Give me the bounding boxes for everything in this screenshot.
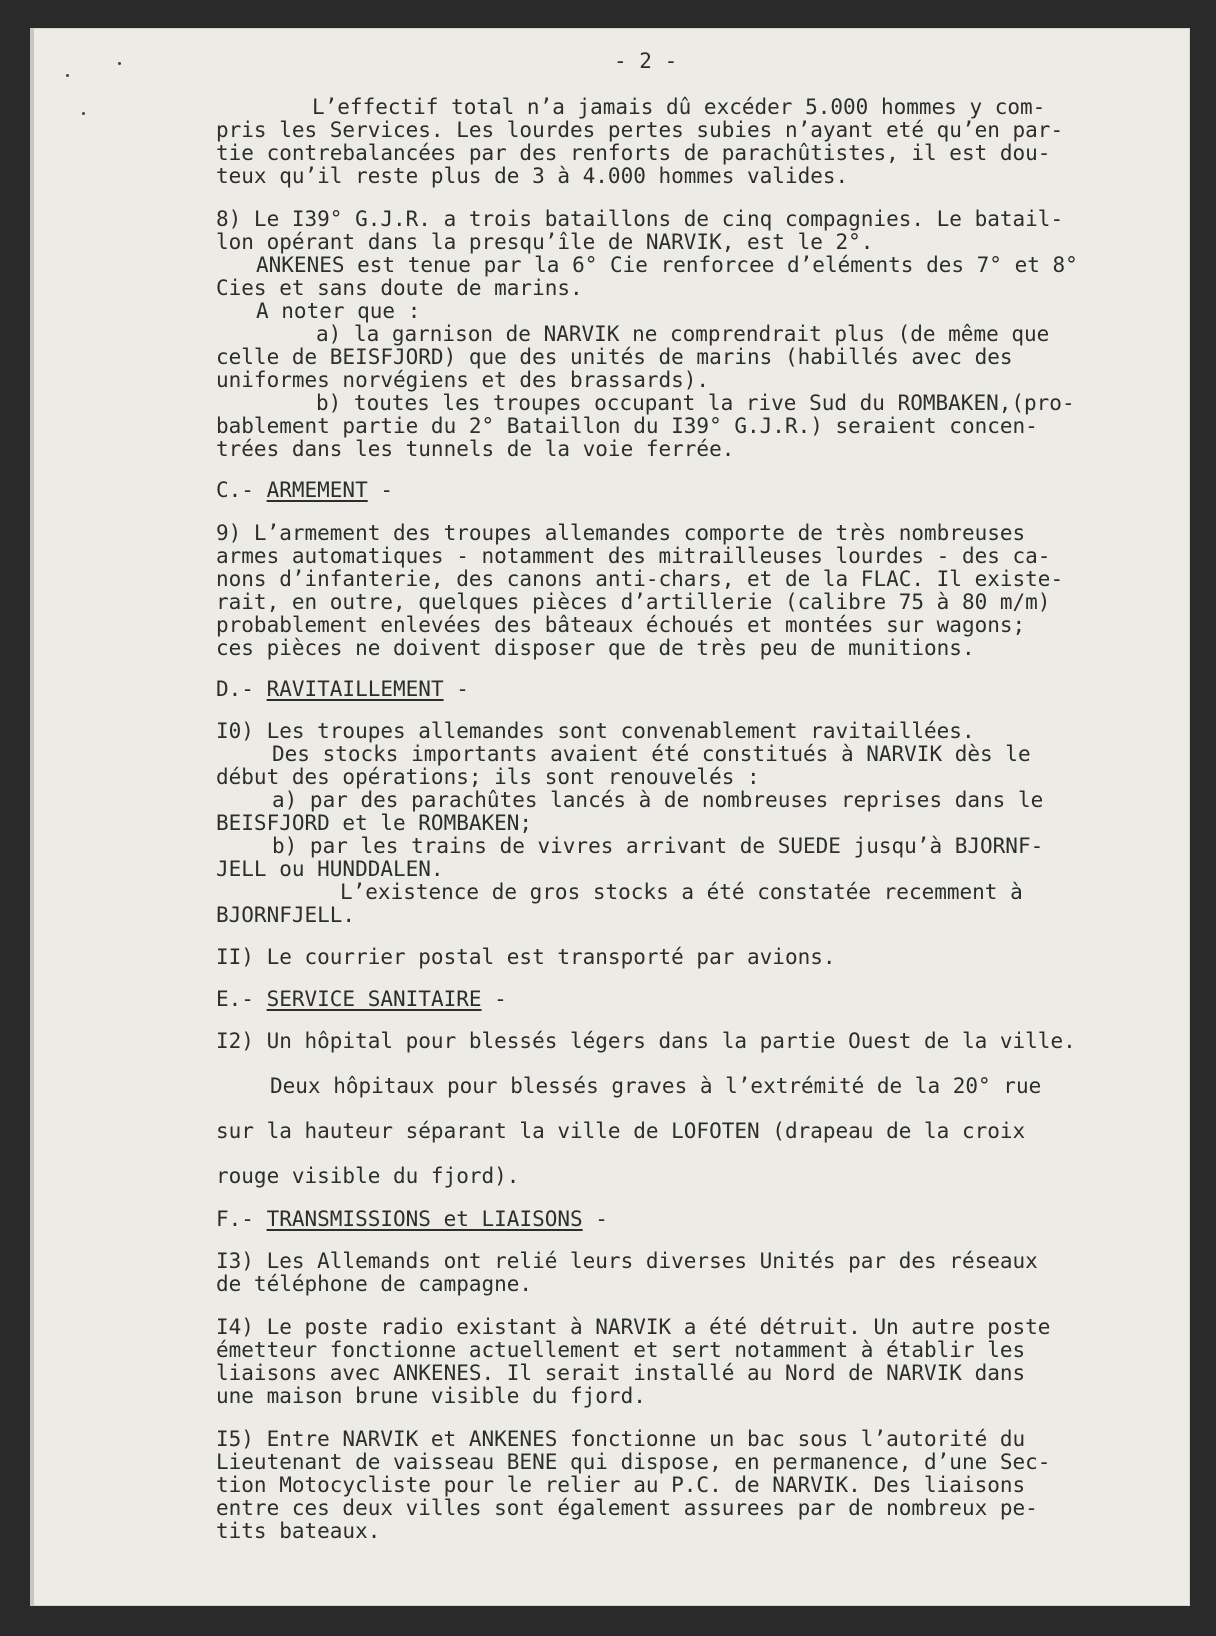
text-line: Des stocks importants avaient été constitués à NARVIK dès le [272, 742, 1031, 766]
text-line: ces pièces ne doivent disposer que de très peu de munitions. [216, 636, 975, 660]
text-line: probablement enlevées des bâteaux échoués et montées sur wagons; [216, 613, 1026, 637]
text-line: uniformes norvégiens et des brassards). [216, 368, 710, 392]
section-dash: - [481, 987, 507, 1011]
text-line: Deux hôpitaux pour blessés graves à l’extrémité de la 20° rue [270, 1074, 1042, 1098]
text-line: sur la hauteur séparant la ville de LOFOTEN (drapeau de la croix [216, 1119, 1026, 1143]
text-line: pris les Services. Les lourdes pertes subies n’ayant eté qu’en par- [216, 118, 1064, 142]
text-line: BJORNFJELL. [216, 903, 356, 927]
section-letter: E.- [216, 987, 267, 1011]
text-line: a) la garnison de NARVIK ne comprendrait plus (de même que [316, 322, 1050, 346]
text-line: I3) Les Allemands ont relié leurs diverses Unités par des réseaux [216, 1249, 1038, 1273]
text-line: Lieutenant de vaisseau BENE qui dispose, en permanence, d’une Sec- [216, 1450, 1051, 1474]
text-line: de téléphone de campagne. [216, 1272, 533, 1296]
text-line: BEISFJORD et le ROMBAKEN; [216, 811, 533, 835]
section-heading-transmissions [216, 1208, 608, 1231]
section-dash: - [443, 677, 469, 701]
text-line: tits bateaux. [216, 1519, 381, 1543]
text-line: entre ces deux villes sont également assurees par de nombreux pe- [216, 1496, 1038, 1520]
text-line: bablement partie du 2° Bataillon du I39° G.J.R.) seraient concen- [216, 414, 1038, 438]
text-line: tion Motocycliste pour le relier au P.C. de NARVIK. Des liaisons [216, 1473, 1026, 1497]
text-line: II) Le courrier postal est transporté par avions. [216, 945, 836, 969]
text-line: a) par des parachûtes lancés à de nombreuses reprises dans le [272, 788, 1044, 812]
section-title: RAVITAILLEMENT [266, 677, 444, 701]
text-line: ANKENES est tenue par la 6° Cie renforcee d’eléments des 7° et 8° [256, 253, 1078, 277]
text-line: b) par les trains de vivres arrivant de SUEDE jusqu’à BJORNF- [272, 834, 1044, 858]
page-number: - 2 - [614, 49, 678, 73]
text-line: nons d’infanterie, des canons anti-chars, et de la FLAC. Il existe- [216, 567, 1064, 591]
section-title: ARMEMENT [266, 478, 368, 502]
text-line: I2) Un hôpital pour blessés légers dans la partie Ouest de la ville. [216, 1029, 1076, 1053]
text-line: une maison brune visible du fjord. [216, 1384, 646, 1408]
text-line: armes automatiques - notamment des mitrailleuses lourdes - des ca- [216, 544, 1051, 568]
text-line: début des opérations; ils sont renouvelés : [216, 765, 760, 789]
text-line: Cies et sans doute de marins. [216, 276, 583, 300]
section-letter: F.- [216, 1207, 267, 1231]
text-line: teux qu’il reste plus de 3 à 4.000 hommes valides. [216, 164, 849, 188]
section-title: SERVICE SANITAIRE [266, 987, 482, 1011]
section-title: TRANSMISSIONS et LIAISONS [266, 1207, 583, 1231]
text-line: émetteur fonctionne actuellement et sert notamment à établir les [216, 1338, 1026, 1362]
text-line: I5) Entre NARVIK et ANKENES fonctionne un bac sous l’autorité du [216, 1427, 1026, 1451]
text-line: liaisons avec ANKENES. Il serait installé au Nord de NARVIK dans [216, 1361, 1026, 1385]
text-line: b) toutes les troupes occupant la rive Sud du ROMBAKEN,(pro- [316, 391, 1075, 415]
text-line: I0) Les troupes allemandes sont convenablement ravitaillées. [216, 719, 975, 743]
text-line: rouge visible du fjord). [216, 1164, 520, 1188]
section-dash: - [582, 1207, 608, 1231]
text-line: lon opérant dans la presqu’île de NARVIK, est le 2°. [216, 230, 874, 254]
text-line: rait, en outre, quelques pièces d’artillerie (calibre 75 à 80 m/m) [216, 590, 1051, 614]
section-heading-armement [216, 479, 393, 502]
text-line: I4) Le poste radio existant à NARVIK a été détruit. Un autre poste [216, 1315, 1051, 1339]
text-line: tie contrebalancées par des renforts de parachûtistes, il est dou- [216, 141, 1051, 165]
text-line: L’existence de gros stocks a été constatée recemment à [340, 880, 1023, 904]
section-heading-service-sanitaire [216, 988, 507, 1011]
text-line: celle de BEISFJORD) que des unités de marins (habillés avec des [216, 345, 1013, 369]
section-letter: C.- [216, 478, 267, 502]
text-line: A noter que : [256, 299, 421, 323]
text-line: 8) Le I39° G.J.R. a trois bataillons de cinq compagnies. Le batail- [216, 207, 1064, 231]
text-line: L’effectif total n’a jamais dû excéder 5.000 hommes y com- [312, 95, 1046, 119]
section-letter: D.- [216, 677, 267, 701]
text-line: JELL ou HUNDDALEN. [216, 857, 444, 881]
section-dash: - [367, 478, 394, 502]
section-heading-ravitaillement [216, 678, 469, 701]
text-line: trées dans les tunnels de la voie ferrée. [216, 437, 735, 461]
text-line: 9) L’armement des troupes allemandes comporte de très nombreuses [216, 521, 1026, 545]
document-text [30, 28, 1190, 1606]
